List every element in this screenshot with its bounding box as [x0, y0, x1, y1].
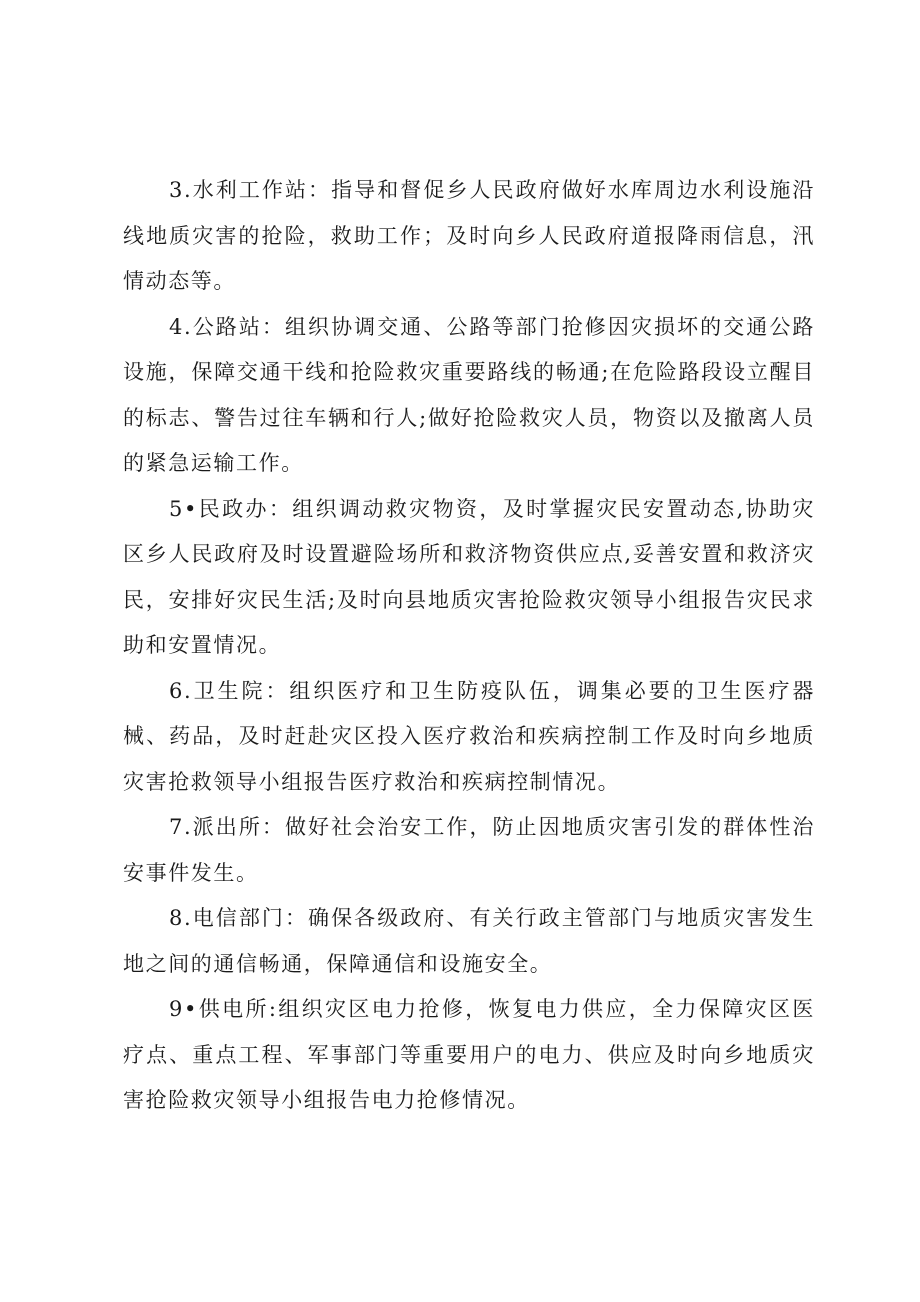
paragraph-telecom: [123, 896, 815, 987]
paragraph-lead: 8.电信部门：: [169, 906, 309, 930]
paragraph-lead: 6.卫生院：: [169, 678, 290, 703]
paragraph-civil-affairs: [123, 487, 815, 669]
paragraph-text: 确保各级政府、有关行政主管部门与地质灾害发生地之间的通信畅通，保障通信和设施安全。: [123, 906, 815, 976]
paragraph-water-station: [123, 168, 815, 305]
paragraph-highway-station: [123, 305, 815, 487]
paragraph-lead: 3.水利工作站：: [169, 178, 332, 202]
paragraph-text: 指导和督促乡人民政府做好水库周边水利设施沿线地质灾害的抢险，救助工作；及时向乡人民政府道报降雨信息，汛情动态等。: [123, 178, 815, 293]
paragraph-lead: 4.公路站：: [169, 314, 285, 339]
paragraph-health-center: [123, 669, 815, 806]
paragraph-power-supply: [123, 987, 815, 1124]
paragraph-text: 组织协调交通、公路等部门抢修因灾损坏的交通公路设施，保障交通干线和抢险救灾重要路线的畅通;在危险路段设立醒目的标志、警告过往车辆和行人;做好抢险救灾人员，物资以及撤离人员的紧急运输工作。: [123, 314, 815, 475]
paragraph-police-station: [123, 805, 815, 896]
paragraph-lead: 9•供电所:: [169, 997, 278, 1021]
paragraph-text: 组织医疗和卫生防疫队伍，调集必要的卫生医疗器械、药品，及时赶赴灾区投入医疗救治和疾病控制工作及时向乡地质灾害抢救领导小组报告医疗救治和疾病控制情况。: [123, 678, 815, 794]
paragraph-lead: 7.派出所：: [169, 815, 285, 839]
paragraph-text: 做好社会治安工作，防止因地质灾害引发的群体性治安事件发生。: [123, 815, 815, 885]
document-body: [123, 168, 815, 1124]
paragraph-lead: 5•民政办：: [169, 496, 293, 521]
paragraph-text: 组织灾区电力抢修，恢复电力供应，全力保障灾区医疗点、重点工程、军事部门等重要用户的电力、供应及时向乡地质灾害抢险救灾领导小组报告电力抢修情况。: [123, 997, 815, 1112]
paragraph-text: 组织调动救灾物资，及时掌握灾民安置动态,协助灾区乡人民政府及时设置避险场所和救济物资供应点,妥善安置和救济灾民，安排好灾民生活;及时向县地质灾害抢险救灾领导小组报告灾民求助和安置情况。: [123, 496, 815, 657]
